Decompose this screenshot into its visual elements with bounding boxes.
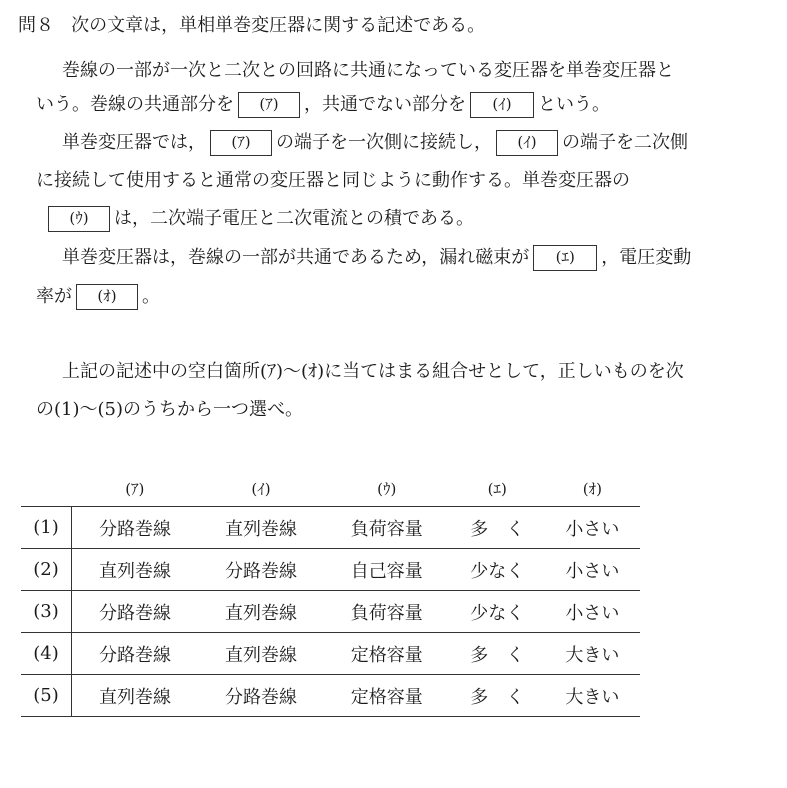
instruction-line1: 上記の記述中の空白箇所(ｱ)～(ｵ)に当てはまる組合せとして，正しいものを次 [62, 361, 684, 382]
para1-text-b: ，共通でない部分を [304, 94, 466, 115]
table-cell: 負荷容量 [324, 591, 450, 633]
table-cell: 負荷容量 [324, 507, 450, 549]
table-cell: 定格容量 [324, 675, 450, 717]
instruction-line2: の(1)～(5)のうちから一つ選べ。 [36, 399, 303, 420]
table-header-cell [21, 470, 72, 507]
blank-a-box: (ｱ) [238, 92, 300, 118]
table-cell: 直列巻線 [198, 591, 324, 633]
blank-a-box: (ｱ) [210, 130, 272, 156]
para2-text-b: の端子を一次側に接続し， [276, 132, 492, 153]
blank-e-box: (ｴ) [533, 245, 597, 271]
para2-text-c: の端子を二次側 [562, 132, 688, 153]
table-header-row [21, 470, 640, 507]
para1-text-a: いう。巻線の共通部分を [36, 94, 234, 115]
table-cell: 小さい [545, 549, 640, 591]
table-cell: 多 く [450, 633, 545, 675]
table-row [21, 591, 640, 633]
table-header-cell: (ｳ) [324, 470, 450, 507]
choice-number: (5) [21, 675, 72, 717]
para3-line1 [62, 244, 691, 272]
table-cell: 少なく [450, 591, 545, 633]
para1-text-c: という。 [538, 94, 610, 115]
table-cell: 自己容量 [324, 549, 450, 591]
choice-number: (1) [21, 507, 72, 549]
table-cell: 分路巻線 [72, 507, 199, 549]
para1-line2 [36, 91, 610, 119]
choice-number: (4) [21, 633, 72, 675]
table-cell: 分路巻線 [198, 675, 324, 717]
choice-number: (3) [21, 591, 72, 633]
table-cell: 分路巻線 [72, 591, 199, 633]
table-cell: 小さい [545, 507, 640, 549]
table-row [21, 507, 640, 549]
table-row [21, 675, 640, 717]
para2-line1 [62, 129, 688, 157]
table-cell: 直列巻線 [72, 549, 199, 591]
table-cell: 多 く [450, 507, 545, 549]
table-cell: 定格容量 [324, 633, 450, 675]
para3-text-c: 率が [36, 286, 72, 307]
table-cell: 直列巻線 [198, 507, 324, 549]
table-cell: 直列巻線 [198, 633, 324, 675]
para3-text-d: 。 [142, 286, 160, 307]
table-header-cell: (ｲ) [198, 470, 324, 507]
question-title: 次の文章は，単相単巻変圧器に関する記述である。 [71, 15, 486, 36]
answer-table [21, 470, 640, 717]
table-header-cell: (ｵ) [545, 470, 640, 507]
para2-text-d: は，二次端子電圧と二次電流との積である。 [114, 208, 474, 229]
para2-text-a: 単巻変圧器では， [62, 132, 206, 153]
table-cell: 少なく [450, 549, 545, 591]
table-header-cell: (ｱ) [72, 470, 199, 507]
table-header-cell: (ｴ) [450, 470, 545, 507]
blank-i-box: (ｲ) [470, 92, 534, 118]
table-cell: 小さい [545, 591, 640, 633]
table-row [21, 633, 640, 675]
para3-text-b: ，電圧変動 [601, 247, 692, 268]
para2-line2: に接続して使用すると通常の変圧器と同じように動作する。単巻変圧器の [36, 170, 630, 191]
table-cell: 大きい [545, 633, 640, 675]
choice-number: (2) [21, 549, 72, 591]
para2-line3 [36, 205, 474, 233]
para3-text-a: 単巻変圧器は，巻線の一部が共通であるため，漏れ磁束が [62, 247, 530, 268]
question-number: 問８ [18, 15, 54, 36]
table-cell: 大きい [545, 675, 640, 717]
table-cell: 直列巻線 [72, 675, 199, 717]
table-row [21, 549, 640, 591]
blank-o-box: (ｵ) [76, 284, 138, 310]
para1-line1: 巻線の一部が一次と二次との回路に共通になっている変圧器を単巻変圧器と [62, 60, 674, 81]
table-cell: 多 く [450, 675, 545, 717]
para3-line2 [36, 283, 160, 311]
question-heading [18, 12, 485, 40]
blank-u-box: (ｳ) [48, 206, 110, 232]
blank-i-box: (ｲ) [496, 130, 558, 156]
table-cell: 分路巻線 [198, 549, 324, 591]
table-cell: 分路巻線 [72, 633, 199, 675]
